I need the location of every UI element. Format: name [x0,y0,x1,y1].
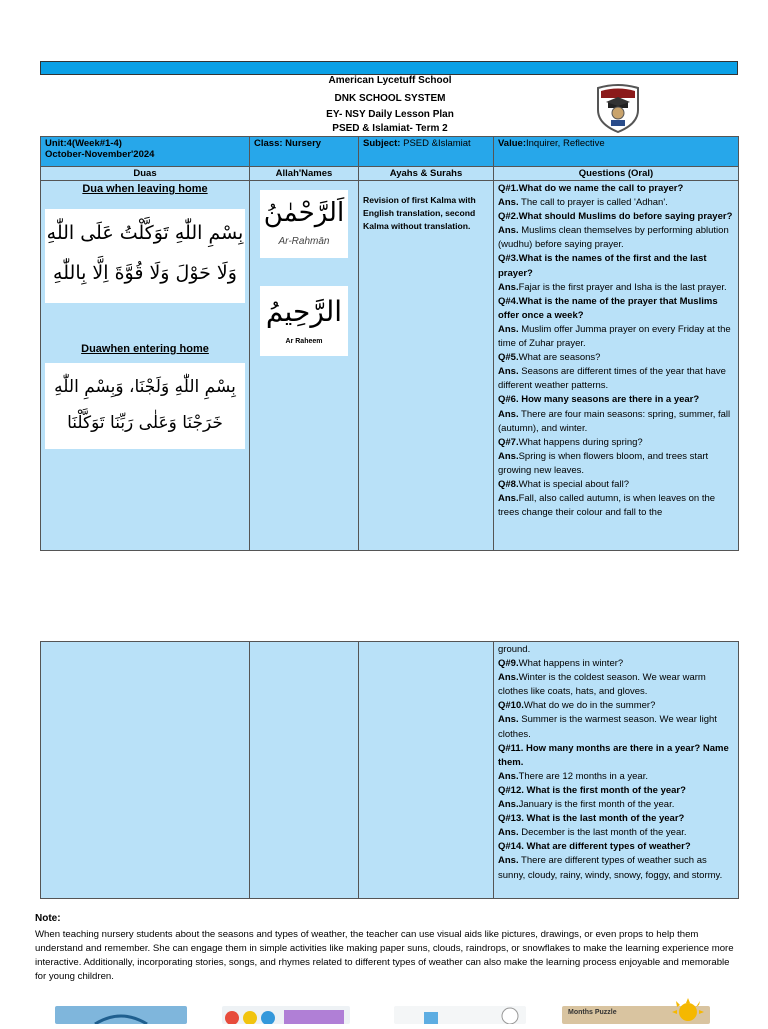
dua-2-title: Duawhen entering home [81,343,209,355]
lesson-plan-table [40,136,739,551]
chart-icon [394,1006,526,1024]
answer-text: There are 12 months in a year. [518,770,648,782]
question-item [498,182,734,196]
answer-text: Spring is when flowers bloom, and trees start growing new leaves. [498,450,709,476]
question-item [498,252,734,280]
answer-label: Ans. [498,225,519,237]
note-title: Note: [35,913,61,924]
question-text: Q#2.What should Muslims do before saying prayer? [498,211,733,223]
value-value: Inquirer, Reflective [526,138,605,149]
question-text-rest: What are seasons? [518,352,601,364]
question-text: Q#8. [498,478,519,490]
answer-text: December is the last month of the year. [518,827,687,839]
answer-label: Ans. [498,323,519,335]
school-name: American Lycetuff School [328,75,452,86]
school-system: DNK SCHOOL SYSTEM [334,93,446,104]
month-label: October-November'2024 [45,149,155,160]
question-text: Q#9. [498,658,519,670]
info-row [41,137,739,167]
thumbnail-months-puzzle [562,1006,710,1024]
subject-term: PSED & Islamiat- Term 2 [332,123,448,134]
answer-item [498,854,734,882]
col-header-duas: Duas [41,167,250,181]
answer-label: Ans. [498,770,519,782]
answer-label: Ans. [498,281,519,293]
name-rahman-arabic: اَلرَّحْمٰنُ [263,198,345,228]
duas-cell [41,181,250,551]
question-text: Q#14. What are different types of weather? [498,841,691,853]
answer-text: The call to prayer is called 'Adhan'. [518,197,668,209]
question-item [498,436,734,450]
answer-item [498,281,734,295]
thumbnail-weather-chart [394,1006,526,1024]
names-cell [250,181,359,551]
class-value: Nursery [285,138,322,149]
answer-item [498,450,734,478]
answer-label: Ans. [498,799,519,811]
continued-answer-lead: ground. [498,644,531,655]
question-text: Q#6. How many seasons are there in a year? [498,394,700,406]
answer-text: Winter is the coldest season. We wear warm clothes like coats, hats, and gloves. [498,672,706,698]
dua-2-arabic: بِسْمِ اللّٰهِ وَلَجْنَا، وَبِسْمِ اللّٰهِ خَرَجْنَا وَعَلٰى رَبِّنَا تَوَكَّلْنَا [45,363,245,449]
months-puzzle-label: Months Puzzle [568,1009,617,1016]
questions-list-page-2 [498,657,734,883]
question-item [498,812,734,826]
questions-cell [494,181,739,551]
question-text: Q#11. How many months are there in a year? Name them. [498,742,729,768]
duas-cell-continued [41,642,250,899]
note-body: When teaching nursery students about the seasons and types of weather, the teacher can use visual aids like pictures, drawings, or even props to help them understand and remember. She can engage them in simple activities like making paper suns, clouds, raindrops, or snowflakes to make the learning experience more interactive. Additionally, incorporating stories, songs, and rhymes related to different types of weather can also make the learning process enjoyable and memorable for young children. [35,929,734,982]
subject-label: Subject: [363,138,401,149]
school-logo [592,82,644,134]
name-rahman-caption: Ar-Rahmān [278,236,330,247]
answer-text: Seasons are different times of the year that have different weather patterns. [498,366,726,392]
answer-item [498,224,734,252]
question-item [498,295,734,323]
name-card-raheem [260,286,348,356]
thumbnail-weather-picture [55,1006,187,1024]
names-cell-continued [250,642,359,899]
question-item [498,742,734,770]
answer-text: Fajar is the first prayer and Isha is the last prayer. [518,281,727,293]
answer-item [498,196,734,210]
answer-label: Ans. [498,827,519,839]
subject-value: PSED &Islamiat [403,138,471,149]
question-text-rest: What do we do in the summer? [523,700,656,712]
class-label: Class: [254,138,283,149]
col-header-questions: Questions (Oral) [494,167,739,181]
continued-row [41,642,739,899]
thumbnail-paint-palette [222,1006,350,1024]
answer-item [498,713,734,741]
paint-icon [222,1006,350,1024]
answer-item [498,365,734,393]
lesson-plan-table-continued [40,641,739,899]
answer-item [498,671,734,699]
question-text: Q#3.What is the names of the first and the last prayer? [498,253,707,279]
question-text: Q#10. [498,700,524,712]
answer-label: Ans. [498,197,519,209]
dua-1-title: Dua when leaving home [82,183,208,195]
col-header-ayahs: Ayahs & Surahs [359,167,494,181]
name-card-rahman [260,190,348,258]
answer-label: Ans. [498,672,519,684]
answer-text: January is the first month of the year. [518,799,675,811]
question-item [498,210,734,224]
answer-text: There are different types of weather such as sunny, cloudy, rainy, windy, snowy, foggy, and stormy. [498,855,723,881]
question-text-rest: What happens during spring? [518,436,643,448]
answer-item [498,770,734,784]
name-raheem-caption: Ar Raheem [285,338,323,345]
question-item [498,351,734,365]
unit-label: Unit:4(Week#1-4) [45,138,122,149]
answer-label: Ans. [498,366,519,378]
answer-item [498,323,734,351]
answer-label: Ans. [498,493,519,505]
question-item [498,657,734,671]
answer-text: There are four main seasons: spring, summer, fall (autumn), and winter. [498,408,731,434]
ayahs-text: Revision of first Kalma with English translation, second Kalma without translation. [363,195,476,231]
answer-label: Ans. [498,450,519,462]
answer-item [498,492,734,520]
question-text: Q#5. [498,352,519,364]
answer-label: Ans. [498,408,519,420]
umbrella-icon [55,1006,187,1024]
answer-text: Fall, also called autumn, is when leaves on the trees change their colour and fall to the [498,493,716,519]
answer-text: Summer is the warmest season. We wear light clothes. [498,714,717,740]
answer-item [498,826,734,840]
answer-label: Ans. [498,714,519,726]
question-text: Q#4.What is the name of the prayer that Muslims offer once a week? [498,295,718,321]
question-text: Q#7. [498,436,519,448]
questions-cell-continued [494,642,739,899]
ayahs-cell-continued [359,642,494,899]
dua-1-arabic: بِسْمِ اللّٰهِ تَوَكَّلْتُ عَلَى اللّٰهِ وَلَا حَوْلَ وَلَا قُوَّةَ اِلَّا بِاللّٰهِ [45,209,245,303]
answer-text: Muslims clean themselves by performing ablution (wudhu) before saying prayer. [498,225,729,251]
questions-list-page-1 [498,182,734,520]
question-item [498,478,734,492]
top-header-bar [40,61,738,75]
question-item [498,784,734,798]
question-text: Q#1.What do we name the call to prayer? [498,183,684,194]
question-text-rest: What is special about fall? [518,478,629,490]
question-text: Q#13. What is the last month of the year? [498,813,685,825]
unit-cell [41,137,250,167]
answer-label: Ans. [498,855,519,867]
answer-text: Muslim offer Jumma prayer on every Friday at the time of Zuhar prayer. [498,323,731,350]
answer-item [498,408,734,436]
content-row [41,181,739,551]
column-header-row [41,167,739,181]
value-cell [494,137,739,167]
class-cell [250,137,359,167]
question-item [498,699,734,713]
question-text-rest: What happens in winter? [518,658,624,670]
name-raheem-arabic: الرَّحِيمُ [265,295,343,328]
question-item [498,393,734,407]
answer-item [498,798,734,812]
ayahs-cell [359,181,494,551]
subject-cell [359,137,494,167]
value-label: Value: [498,138,526,149]
question-text: Q#12. What is the first month of the year? [498,784,686,796]
sun-icon [670,998,706,1024]
col-header-names: Allah'Names [250,167,359,181]
plan-title: EY- NSY Daily Lesson Plan [326,109,454,120]
question-item [498,840,734,854]
